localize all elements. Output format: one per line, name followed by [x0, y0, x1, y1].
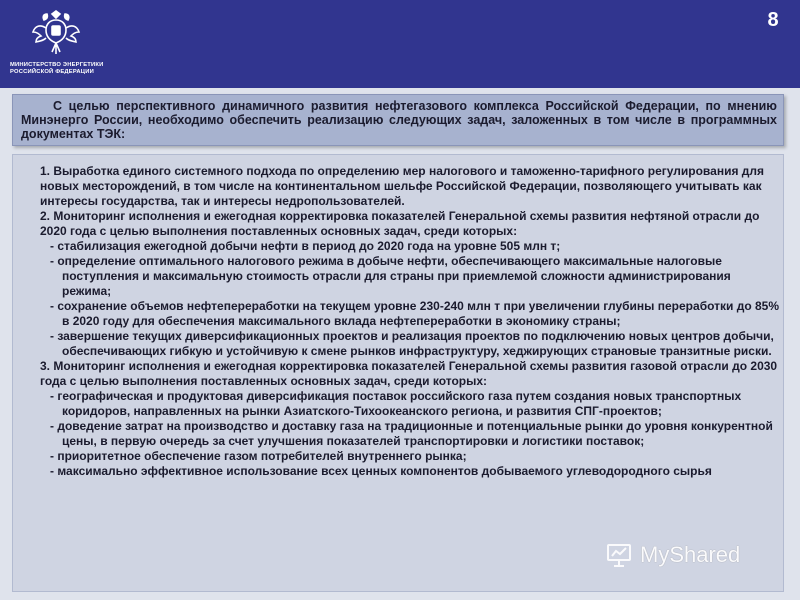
task-list [20, 164, 780, 479]
watermark-text: MyShared [640, 542, 741, 567]
task-item-2-bullet-2: - определение оптимального налогового режима в добыче нефти, обеспечивающего максимальные налоговые поступления и максимальную стоимость отрасли для страны при приемлемой сложности администрирования режима; [50, 254, 731, 298]
task-item-2-bullet-3: - сохранение объемов нефтепереработки на текущем уровне 230-240 млн т при увеличении глубины переработки до 85% в 2020 году для обеспечения максимального вклада нефтепереработки в экономику страны; [50, 299, 780, 328]
header-bar [0, 0, 800, 88]
task-item-3-bullet-1: - географическая и продуктовая диверсификация поставок российского газа путем создания новых транспортных коридоров, направленных на рынки Азиатского-Тихоокеанского региона, и развития СПГ-проектов; [50, 389, 742, 418]
task-item-2-bullet-1: - стабилизация ежегодной добычи нефти в период до 2020 года на уровне 505 млн т; [50, 239, 561, 253]
intro-box [12, 94, 784, 146]
presentation-board-icon [606, 542, 632, 568]
ministry-line-2: РОССИЙСКОЙ ФЕДЕРАЦИИ [10, 69, 94, 75]
task-item-3-bullet-2: - доведение затрат на производство и доставку газа на традиционные и потенциальные рынки до уровня конкурентной цены, в первую очередь за счет улучшения показателей транспортировки и логистики поставок; [50, 419, 773, 448]
task-item-3-bullet-4: - максимально эффективное использование всех ценных компонентов добываемого углеводородного сырья [50, 464, 712, 478]
watermark [606, 540, 766, 574]
task-item-2-bullet-4: - завершение текущих диверсификационных проектов и реализация проектов по подключению новых центров добычи, обеспечивающих гибкую и устойчивую к смене рынков инфраструктуру, хеджирующих страновые транзитные риски. [50, 329, 774, 358]
task-item-3: 3. Мониторинг исполнения и ежегодная корректировка показателей Генеральной схемы развития газовой отрасли до 2030 года с целью выполнения поставленных основных задач, среди которых: [40, 359, 778, 388]
intro-text: С целью перспективного динамичного развития нефтегазового комплекса Российской Федерации, по мнению Минэнерго России, необходимо обеспечить реализацию следующих задач, заложенных в том числе в программных документах ТЭК: [21, 99, 777, 141]
task-item-3-bullet-3: - приоритетное обеспечение газом потребителей внутреннего рынка; [50, 449, 467, 463]
task-item-2: 2. Мониторинг исполнения и ежегодная корректировка показателей Генеральной схемы развития нефтяной отрасли до 2020 года с целью выполнения поставленных основных задач, среди которых: [40, 209, 760, 238]
ministry-line-1: МИНИСТЕРСТВО ЭНЕРГЕТИКИ [10, 62, 104, 68]
task-item-1: 1. Выработка единого системного подхода по определению мер налогового и таможенно-тарифного регулирования для новых месторождений, в том числе на континентальном шельфе Российской Федерации, позволяющего учитывать как интересы государства, так и интересы недропользователей. [40, 164, 765, 208]
slide-number: 8 [758, 6, 788, 34]
double-headed-eagle-icon [30, 10, 82, 60]
ministry-name [10, 62, 120, 76]
